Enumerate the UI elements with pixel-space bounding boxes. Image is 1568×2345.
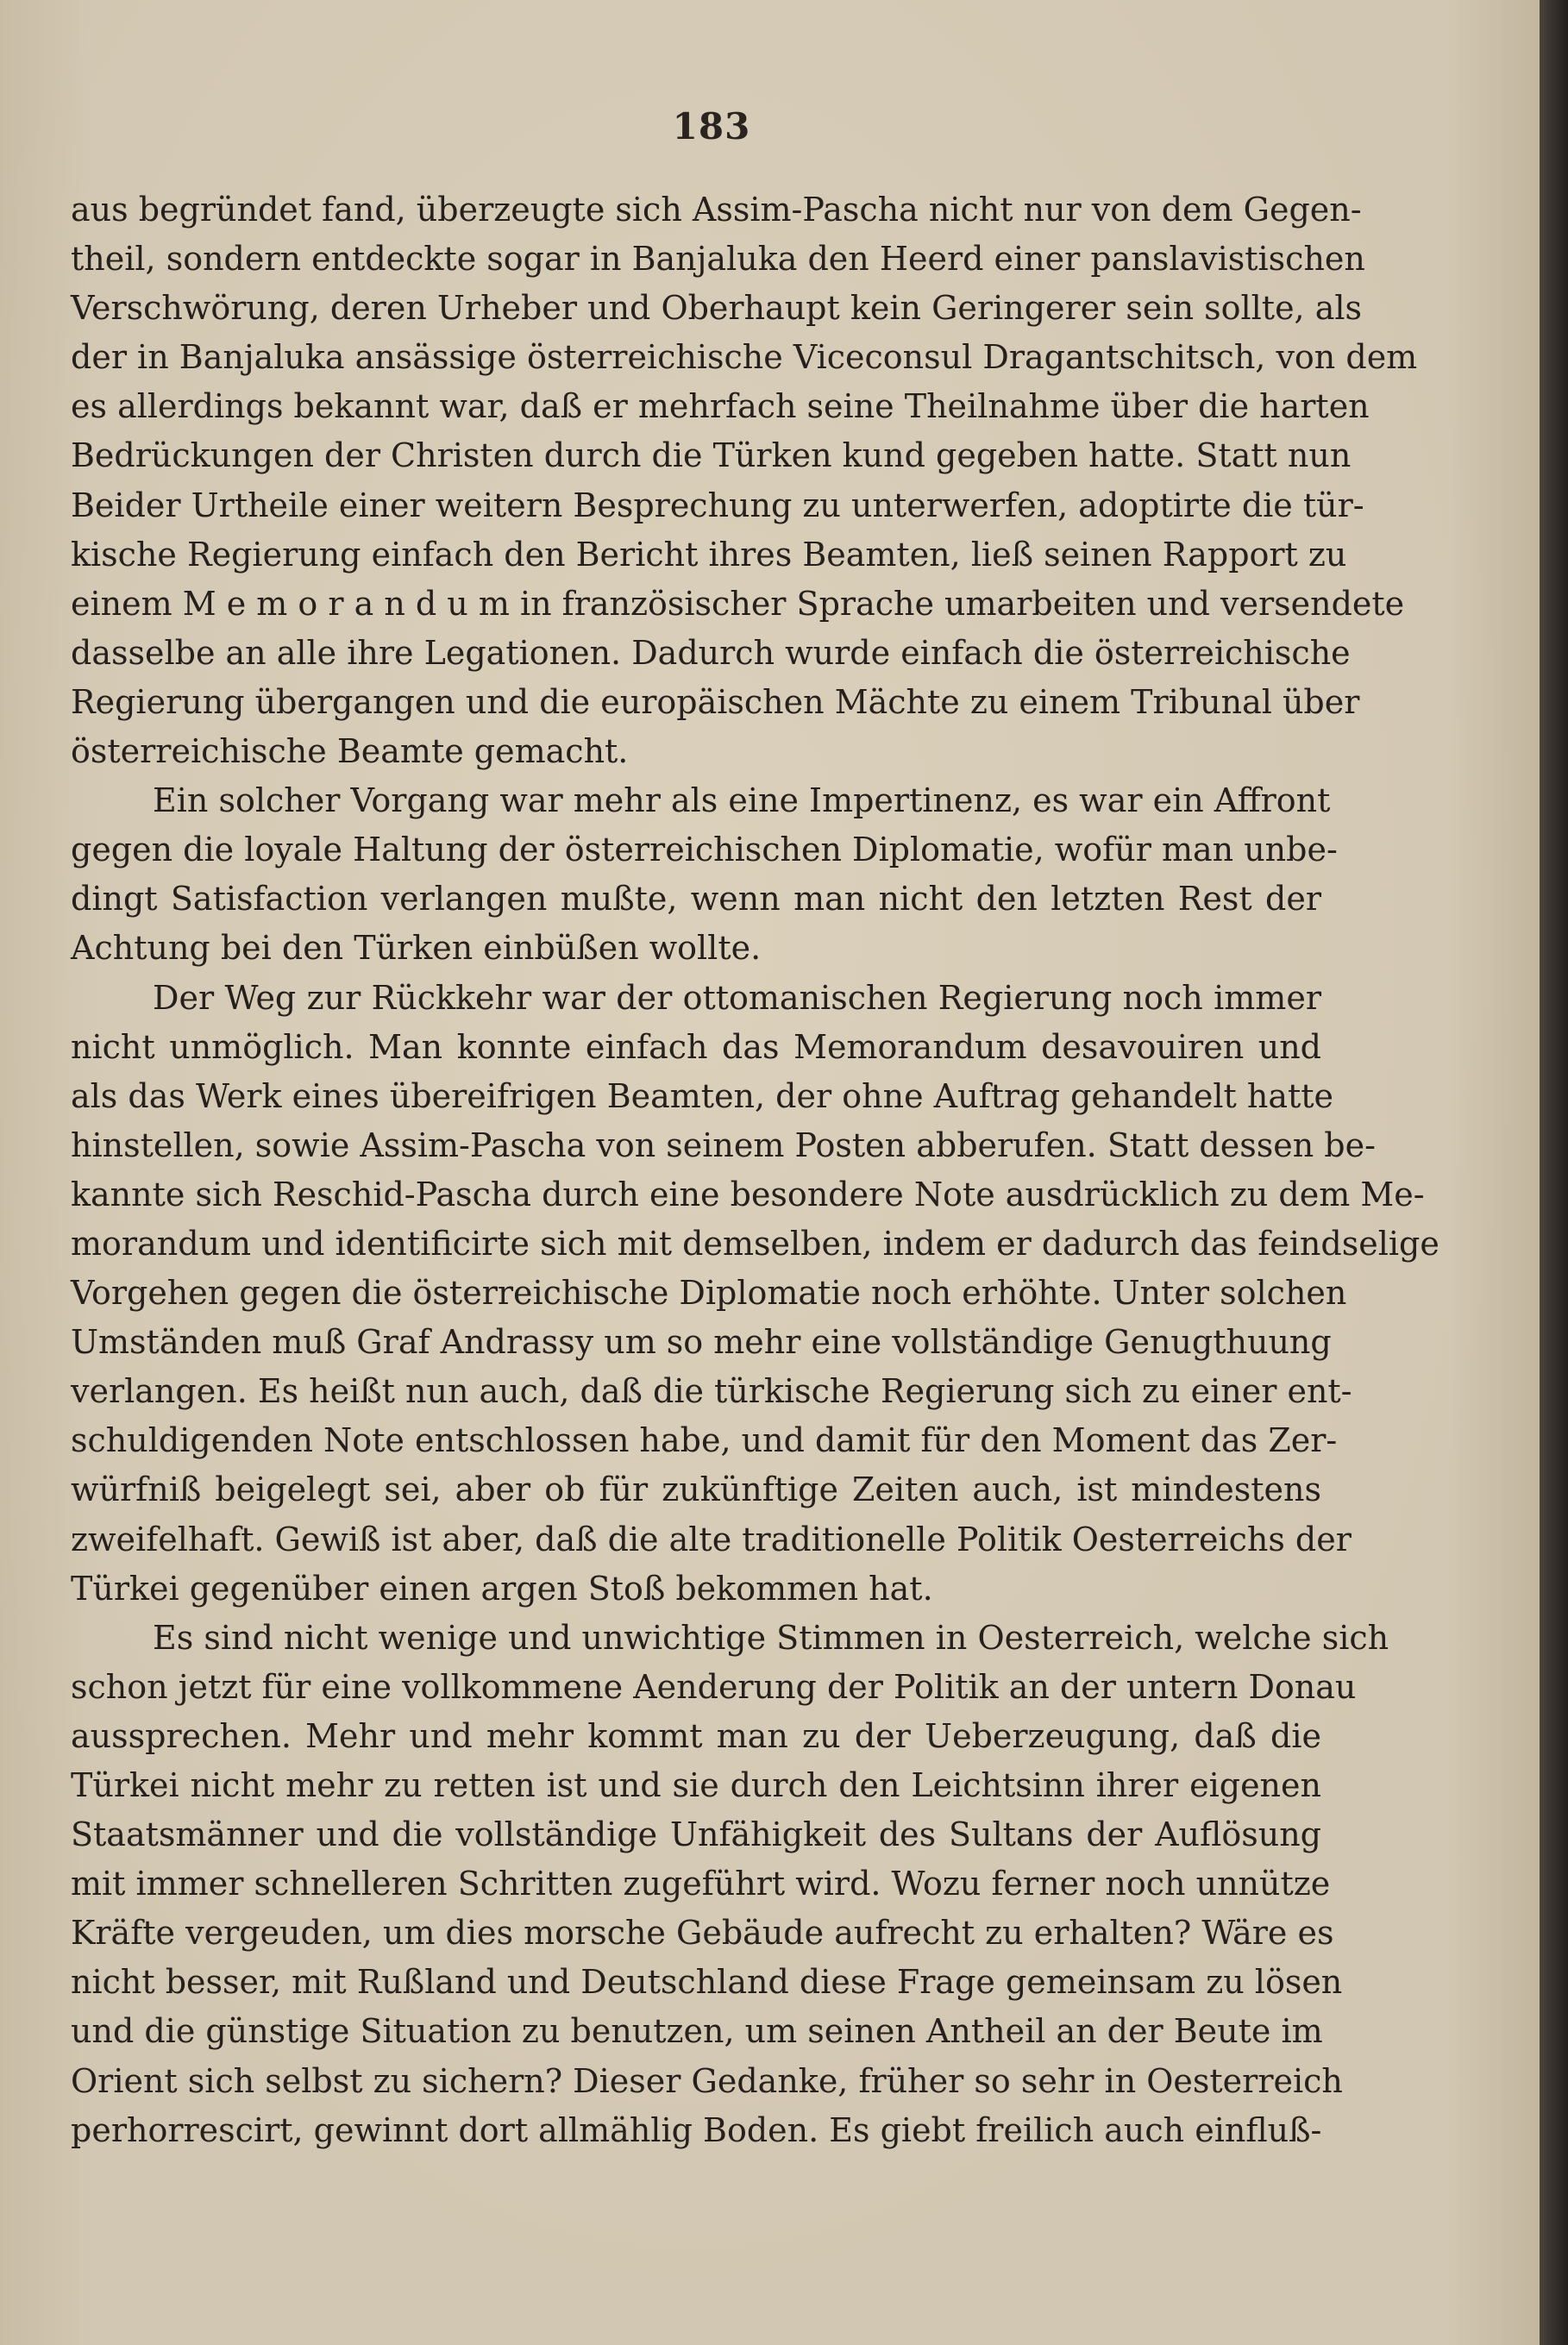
text-line: Türkei gegenüber einen argen Stoß bekommen hat.: [71, 1569, 933, 1608]
text-line: Vorgehen gegen die österreichische Diplomatie noch erhöhte. Unter solchen: [71, 1274, 1347, 1313]
text-line: hinstellen, sowie Assim-Pascha von seinem Posten abberufen. Statt dessen be-: [71, 1125, 1376, 1164]
text-line: Es sind nicht wenige und unwichtige Stimmen in Oesterreich, welche sich: [153, 1618, 1389, 1657]
text-line: schon jetzt für eine vollkommene Aenderung der Politik an der untern Donau: [71, 1667, 1357, 1706]
text-line: theil, sondern entdeckte sogar in Banjaluka den Heerd einer panslavistischen: [71, 240, 1365, 279]
page-edge-shadow: [1540, 0, 1568, 2345]
text-line: dasselbe an alle ihre Legationen. Dadurch wurde einfach die österreichische: [71, 633, 1351, 672]
text-line: einem M e m o r a n d u m in französischer Sprache umarbeiten und versendete: [71, 584, 1405, 623]
body-text: [71, 185, 1439, 2155]
text-line: gegen die loyale Haltung der österreichischen Diplomatie, wofür man unbe-: [71, 831, 1338, 869]
text-line: morandum und identificirte sich mit demselben, indem er dadurch das feindselige: [71, 1224, 1439, 1263]
text-line: perhorrescirt, gewinnt dort allmählig Boden. Es giebt freilich auch einfluß-: [71, 2110, 1322, 2149]
text-line: schuldigenden Note entschlossen habe, und damit für den Moment das Zer-: [71, 1421, 1338, 1460]
text-line: zweifelhaft. Gewiß ist aber, daß die alte traditionelle Politik Oesterreichs der: [71, 1520, 1352, 1558]
text-line: dingt Satisfaction verlangen mußte, wenn man nicht den letzten Rest der: [71, 880, 1321, 919]
text-line: Orient sich selbst zu sichern? Dieser Gedanke, früher so sehr in Oesterreich: [71, 2061, 1343, 2100]
text-line: Umständen muß Graf Andrassy um so mehr eine vollständige Genugthuung: [71, 1323, 1332, 1362]
text-line: Achtung bei den Türken einbüßen wollte.: [71, 929, 762, 968]
text-line: nicht unmöglich. Man konnte einfach das Memorandum desavouiren und: [71, 1027, 1321, 1066]
text-line: und die günstige Situation zu benutzen, um seinen Antheil an der Beute im: [71, 2012, 1323, 2051]
text-line: kische Regierung einfach den Bericht ihres Beamten, ließ seinen Rapport zu: [71, 535, 1347, 574]
paragraph: [71, 974, 1439, 1614]
text-line: Verschwörung, deren Urheber und Oberhaupt kein Geringerer sein sollte, als: [71, 289, 1363, 328]
paragraph: [71, 776, 1338, 973]
page-number: 183: [672, 105, 751, 147]
text-line: als das Werk eines übereifrigen Beamten, der ohne Auftrag gehandelt hatte: [71, 1076, 1334, 1115]
text-line: Beider Urtheile einer weitern Besprechung zu unterwerfen, adoptirte die tür-: [71, 486, 1364, 524]
text-line: verlangen. Es heißt nun auch, daß die türkische Regierung sich zu einer ent-: [71, 1372, 1352, 1411]
text-line: aus begründet fand, überzeugte sich Assim-Pascha nicht nur von dem Gegen-: [71, 191, 1362, 229]
text-line: nicht besser, mit Rußland und Deutschland diese Frage gemeinsam zu lösen: [71, 1963, 1343, 2002]
text-line: Bedrückungen der Christen durch die Türken kund gegeben hatte. Statt nun: [71, 436, 1352, 475]
text-line: Staatsmänner und die vollständige Unfähigkeit des Sultans der Auflösung: [71, 1815, 1321, 1854]
text-line: kannte sich Reschid-Pascha durch eine besondere Note ausdrücklich zu dem Me-: [71, 1175, 1425, 1213]
text-line: Kräfte vergeuden, um dies morsche Gebäude aufrecht zu erhalten? Wäre es: [71, 1914, 1334, 1953]
paragraph: [71, 185, 1418, 776]
text-line: aussprechen. Mehr und mehr kommt man zu der Ueberzeugung, daß die: [71, 1716, 1321, 1755]
text-line: Der Weg zur Rückkehr war der ottomanischen Regierung noch immer: [153, 978, 1321, 1017]
text-line: es allerdings bekannt war, daß er mehrfach seine Theilnahme über die harten: [71, 387, 1370, 426]
text-line: der in Banjaluka ansässige österreichische Viceconsul Dragantschitsch, von dem: [71, 338, 1418, 377]
paragraph: [71, 1614, 1389, 2155]
text-line: Türkei nicht mehr zu retten ist und sie durch den Leichtsinn ihrer eigenen: [71, 1766, 1321, 1804]
text-line: würfniß beigelegt sei, aber ob für zukünftige Zeiten auch, ist mindestens: [71, 1470, 1321, 1509]
text-line: mit immer schnelleren Schritten zugeführt wird. Wozu ferner noch unnütze: [71, 1865, 1331, 1903]
text-line: Regierung übergangen und die europäischen Mächte zu einem Tribunal über: [71, 682, 1360, 721]
text-line: österreichische Beamte gemacht.: [71, 732, 629, 771]
text-line: Ein solcher Vorgang war mehr als eine Impertinenz, es war ein Affront: [153, 781, 1331, 820]
